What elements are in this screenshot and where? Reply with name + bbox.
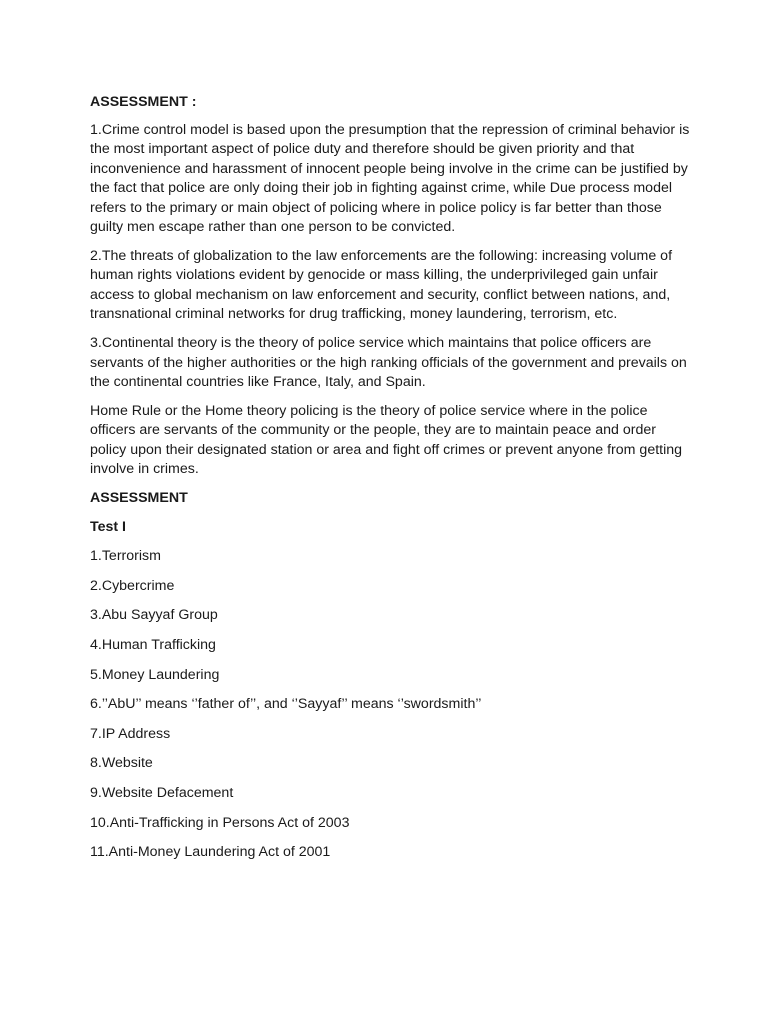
list-item: 11.Anti-Money Laundering Act of 2001 (90, 844, 331, 861)
paragraph-crime-control: 1.Crime control model is based upon the presumption that the repression of criminal behavior is the most important aspect of police duty and therefore should be given priority and that inconvenience and harassment of innocent people being involve in the crime can be justified by the fact that police are only doing their job in fighting against crime, while Due process model refers to the primary or main object of policing where in police policy is far better than those guilty men escape rather than one person to be convicted. (90, 122, 690, 236)
list-item: 3.Abu Sayyaf Group (90, 607, 218, 624)
list-item: 8.Website (90, 755, 153, 772)
paragraph-globalization: 2.The threats of globalization to the law enforcements are the following: increasing volume of human rights violations evident by genocide or mass killing, the underprivileged gain unfair access to global mechanism on law enforcement and security, conflict between nations, and, transnational criminal networks for drug trafficking, money laundering, terrorism, etc. (90, 248, 673, 323)
paragraph-continental-theory: 3.Continental theory is the theory of police service which maintains that police officers are servants of the higher authorities or the high ranking officials of the government and prevails on the continental countries like France, Italy, and Spain. (90, 335, 687, 391)
paragraph-home-rule: Home Rule or the Home theory policing is the theory of police service where in the police officers are servants of the community or the people, they are to maintain peace and order policy upon their designated station or area and fight off crimes or prevent anyone from getting involve in crimes. (90, 403, 683, 478)
answer-list (90, 547, 690, 862)
assessment-heading: ASSESSMENT : (90, 94, 197, 110)
assessment-heading-2: ASSESSMENT (90, 490, 188, 507)
list-item: 2.Cybercrime (90, 577, 175, 594)
list-item: 5.Money Laundering (90, 666, 220, 683)
list-item: 1.Terrorism (90, 548, 161, 565)
document-page (90, 93, 690, 873)
list-item: 9.Website Defacement (90, 785, 234, 802)
list-item: 7.IP Address (90, 725, 171, 742)
list-item: 10.Anti-Trafficking in Persons Act of 2003 (90, 814, 350, 831)
test-subheading: Test I (90, 519, 127, 536)
list-item: 4.Human Trafficking (90, 637, 216, 654)
list-item: 6.’’AbU’’ means ‘’father of’’, and ‘’Sayyaf’’ means ‘’swordsmith’’ (90, 696, 482, 713)
